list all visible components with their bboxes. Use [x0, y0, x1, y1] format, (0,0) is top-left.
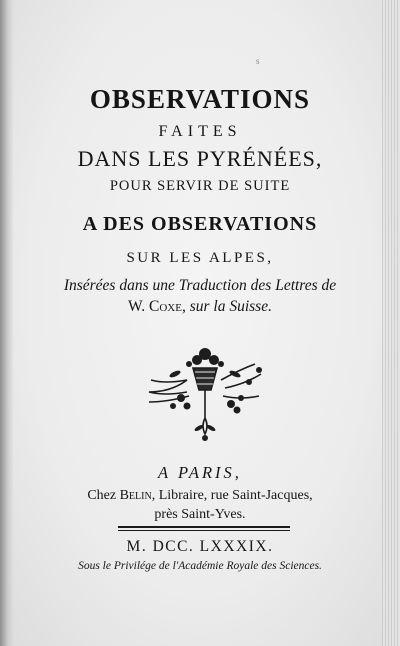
subtitle-pour-servir: POUR SERVIR DE SUITE	[109, 178, 291, 194]
page-fore-edge	[382, 0, 400, 646]
author-name: Coxe	[149, 298, 182, 315]
subtitle-pyrenees: DANS LES PYRÉNÉES,	[77, 146, 323, 171]
imprint-date: M. DCC. LXXXIX.	[126, 538, 274, 555]
author-initial: W.	[128, 298, 146, 315]
subtitle-sur-les-alpes: SUR LES ALPES,	[126, 250, 274, 266]
imprint-publisher-line	[20, 488, 380, 504]
subtitle-des-observations: A DES OBSERVATIONS	[82, 213, 318, 235]
imprint-chez: Chez	[87, 488, 117, 503]
imprint-publisher: Belin	[119, 488, 152, 503]
imprint-privilege: Sous le Privilége de l'Académie Royale des Sciences.	[78, 560, 322, 572]
sur-la-suisse: , sur la Suisse.	[181, 298, 272, 315]
imprint-address-1: , Libraire, rue Saint-Jacques,	[151, 488, 313, 503]
imprint-place: A PARIS,	[158, 463, 242, 482]
floral-basket-vignette-icon	[135, 340, 275, 445]
book-title: OBSERVATIONS	[89, 84, 311, 114]
subtitle-faites: FAITES	[158, 123, 242, 140]
imprint-rule-thin	[118, 530, 290, 531]
binding-gutter	[0, 0, 14, 646]
page-mark: s	[256, 56, 260, 66]
author-line	[20, 298, 380, 316]
inserees-line: Insérées dans une Traduction des Lettres de	[63, 277, 337, 294]
imprint-address-2: près Saint-Yves.	[154, 507, 246, 522]
imprint-rule-thick	[118, 526, 290, 528]
